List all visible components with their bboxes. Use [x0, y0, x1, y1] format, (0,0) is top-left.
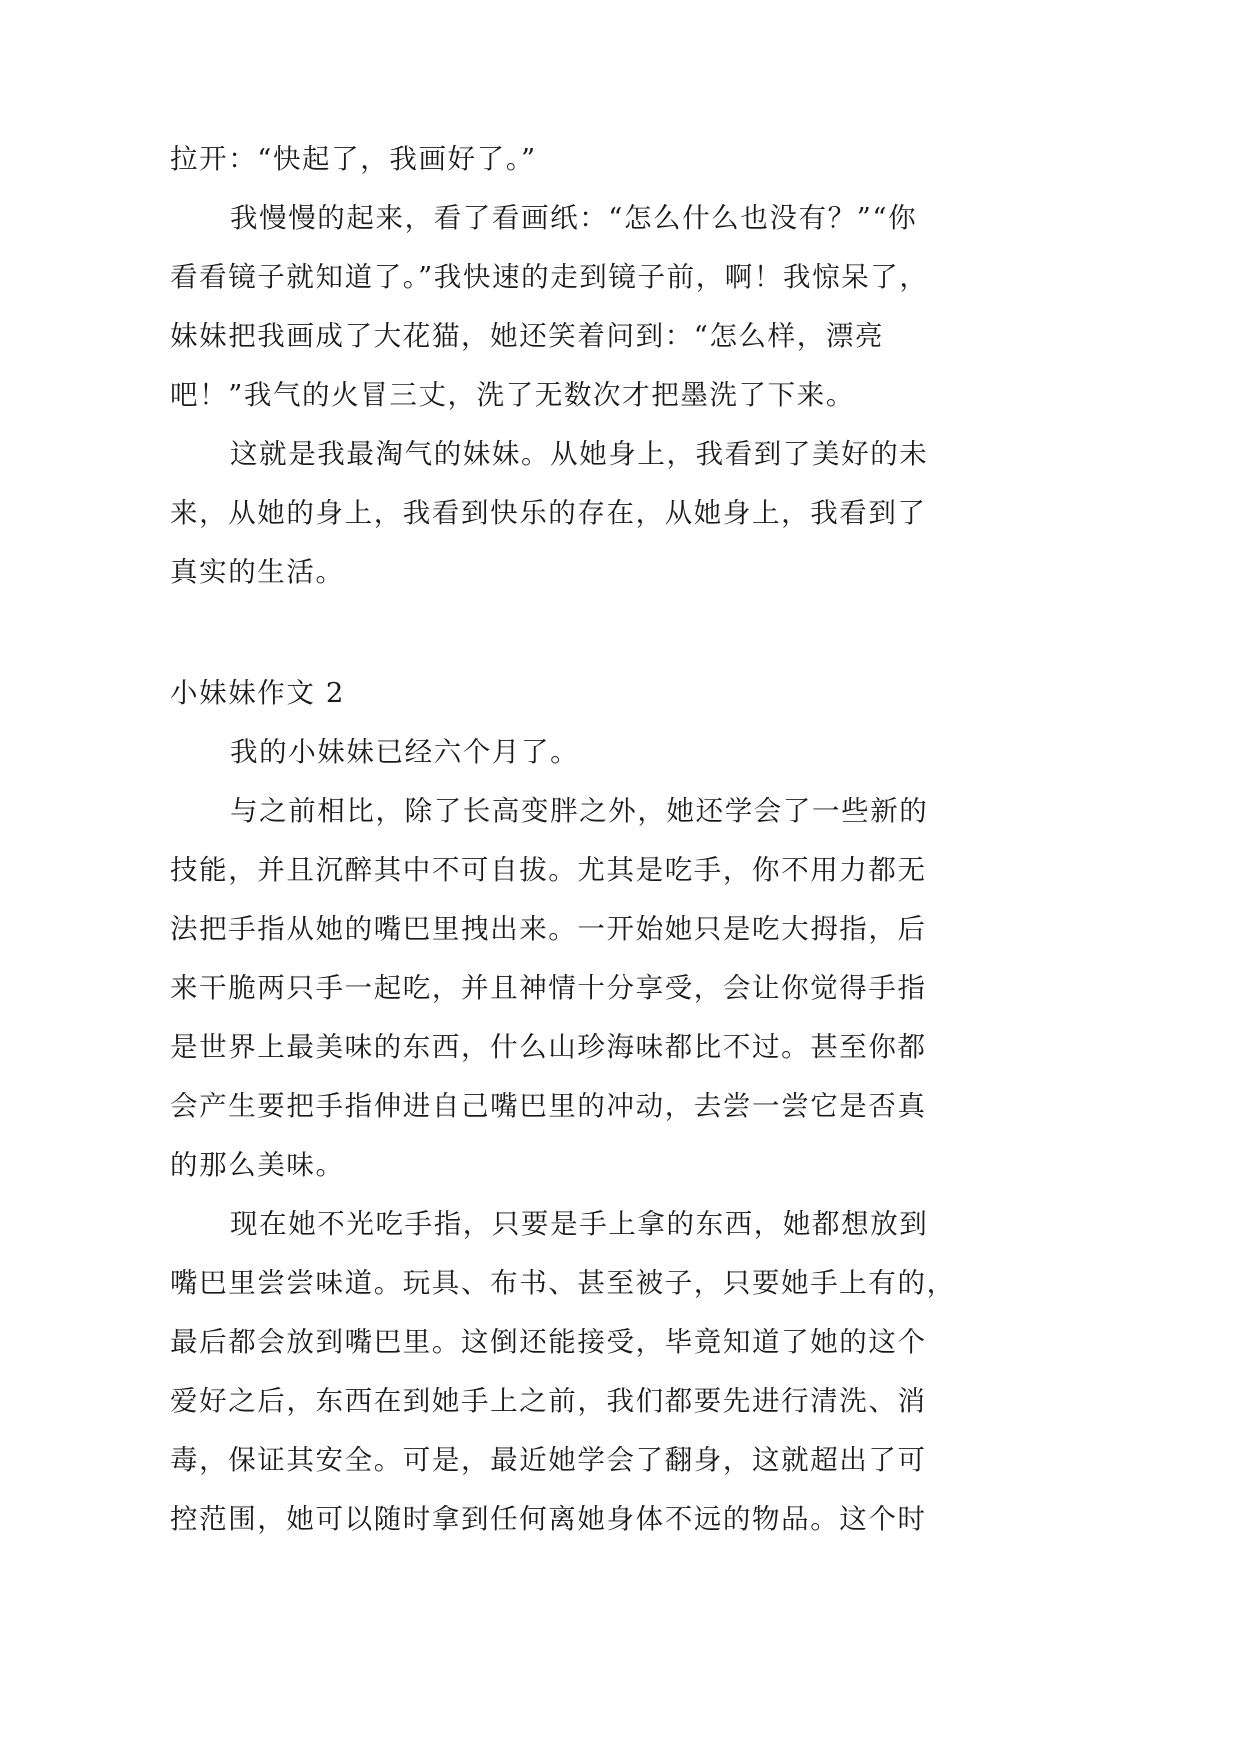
text-line: 会产生要把手指伸进自己嘴巴里的冲动，去尝一尝它是否真	[170, 1090, 927, 1122]
paragraph-first-line: 我慢慢的起来，看了看画纸：“怎么什么也没有？”“你	[230, 202, 918, 234]
text-line: 嘴巴里尝尝味道。玩具、布书、甚至被子，只要她手上有的，	[170, 1267, 956, 1299]
paragraph-first-line: 这就是我最淘气的妹妹。从她身上，我看到了美好的未	[230, 438, 929, 470]
text-line: 看看镜子就知道了。”我快速的走到镜子前，啊！我惊呆了，	[170, 261, 929, 293]
document-page	[170, 130, 955, 1549]
paragraph-first-line: 现在她不光吃手指，只要是手上拿的东西，她都想放到	[230, 1208, 929, 1240]
text-line: 来干脆两只手一起吃，并且神情十分享受，会让你觉得手指	[170, 972, 927, 1004]
text-line: 毒，保证其安全。可是，最近她学会了翻身，这就超出了可	[170, 1444, 927, 1476]
text-line: 来，从她的身上，我看到快乐的存在，从她身上，我看到了	[170, 497, 927, 529]
text-line: 技能，并且沉醉其中不可自拔。尤其是吃手，你不用力都无	[170, 854, 927, 886]
text-line: 最后都会放到嘴巴里。这倒还能接受，毕竟知道了她的这个	[170, 1326, 927, 1358]
blank-gap	[170, 602, 955, 664]
text-line: 控范围，她可以随时拿到任何离她身体不远的物品。这个时	[170, 1503, 927, 1535]
text-line: 吧！”我气的火冒三丈，洗了无数次才把墨洗了下来。	[170, 379, 855, 411]
paragraph-first-line: 我的小妹妹已经六个月了。	[230, 736, 580, 768]
text-line: 法把手指从她的嘴巴里拽出来。一开始她只是吃大拇指，后	[170, 913, 927, 945]
paragraph-first-line: 与之前相比，除了长高变胖之外，她还学会了一些新的	[230, 795, 929, 827]
text-line: 爱好之后，东西在到她手上之前，我们都要先进行清洗、消	[170, 1385, 927, 1417]
section-heading: 小妹妹作文 2	[170, 677, 345, 709]
text-line: 真实的生活。	[170, 556, 345, 588]
text-line: 是世界上最美味的东西，什么山珍海味都比不过。甚至你都	[170, 1031, 927, 1063]
text-line: 拉开：“快起了，我画好了。”	[170, 143, 537, 175]
text-line: 的那么美味。	[170, 1149, 345, 1181]
text-line: 妹妹把我画成了大花猫，她还笑着问到：“怎么样，漂亮	[170, 320, 885, 352]
